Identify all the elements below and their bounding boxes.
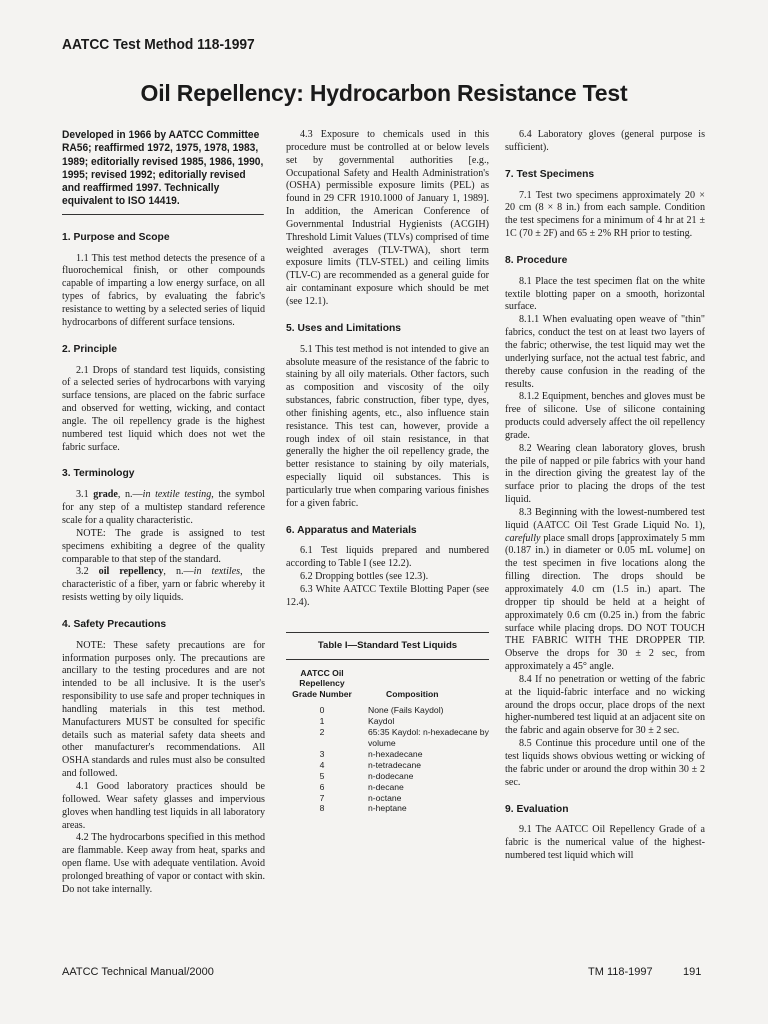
grade-cell: 0 xyxy=(319,705,325,716)
section-3-heading: 3. Terminology xyxy=(62,468,135,480)
paragraph-5-1: 5.1 This test method is not intended to give an absolute measure of the resistance of the fabric to staining by all oily materials. Other factors, such as composition and viscosity of the oily substances, fabric construction, fiber type, dyes, other finishing agents, etc., also influence stain resistance. This test can, however, provide a rough index of oil stain resistance, in that generally the higher the oil repellency grade, the better resistance to staining by oily materials, especially liquid oil substances. This is particularly true when comparing various finishes for a given fabric. xyxy=(286,343,489,509)
definition-text: , the symbol for any step of a multistep standard reference scale for a quality characteristic. xyxy=(62,489,265,526)
development-note: Developed in 1966 by AATCC Committee RA56; reaffirmed 1972, 1975, 1978, 1983, 1989; editorially revised 1985, 1986, 1990, 1995; revised 1992; editorially revised and reaffirmed 1997. Technically equivalent to ISO 14419. xyxy=(62,129,264,215)
table-row xyxy=(286,803,489,814)
definition-context: in textile testing xyxy=(142,489,212,501)
definition-grade xyxy=(62,489,265,528)
table-row xyxy=(286,793,489,804)
composition-cell: n-dodecane xyxy=(368,770,414,781)
definition-oil-repellency xyxy=(62,566,265,605)
composition-cell: n-octane xyxy=(368,792,402,803)
column-1 xyxy=(62,129,265,897)
grade-cell: 7 xyxy=(319,792,325,803)
column-2 xyxy=(286,129,489,814)
definition-term: grade xyxy=(93,489,118,501)
table-row xyxy=(286,705,489,716)
paragraph-6-2: 6.2 Dropping bottles (see 12.3). xyxy=(300,571,429,583)
definition-context: in textiles xyxy=(193,566,241,578)
paragraph-8-1: 8.1 Place the test specimen flat on the white textile blotting paper on a smooth, horizontal surface. xyxy=(505,275,705,313)
paragraph-7-1: 7.1 Test two specimens approximately 20 × 20 cm (8 × 8 in.) from each sample. Condition the test specimens for a minimum of 4 hr at 21 ± 1C (70 ± 2F) and 65 ± 2% RH prior to testing. xyxy=(505,189,705,240)
paragraph-8-4: 8.4 If no penetration or wetting of the fabric at the liquid-fabric interface and no wicking around the drops occur, place drops of the next higher-numbered test liquid at an adjacent site on the fabric and again observe for 30 ± 2 sec. xyxy=(505,673,705,737)
column-3 xyxy=(505,129,705,863)
table-row xyxy=(286,760,489,771)
definition-term: oil repellency xyxy=(98,566,164,578)
paragraph-9-1: 9.1 The AATCC Oil Repellency Grade of a fabric is the numerical value of the highest-numbered test liquid which will xyxy=(505,824,705,862)
composition-cell: 65:35 Kaydol: n-hexadecane by volume xyxy=(368,727,489,748)
section-2-heading: 2. Principle xyxy=(62,343,117,355)
standard-test-liquids-table xyxy=(286,632,489,815)
footer-method-id: TM 118-1997 xyxy=(588,966,653,978)
paragraph-text: place small drops [approximately 5 mm (0.187 in.) in diameter or 0.05 mL volume] on the test specimen in five locations along the filling direction. The drops should be approximately 4.0 cm (1.5 in.) apart. The dropper tip should be held at a height of approximately 0.6 cm (0.25 in.) from the fabric surface while placing drops. DO NOT TOUCH THE FABRIC WITH THE DROPPER TIP. Observe the drops for 30 ± 2 sec, from approximately a 45° angle. xyxy=(505,532,705,673)
section-1-heading: 1. Purpose and Scope xyxy=(62,231,170,243)
section-9-heading: 9. Evaluation xyxy=(505,803,569,815)
terminology-note: NOTE: The grade is assigned to test specimens exhibiting a degree of the quality comparable to that step of the standard. xyxy=(62,527,265,565)
paragraph-6-4: 6.4 Laboratory gloves (general purpose is sufficient). xyxy=(505,129,705,153)
section-6-heading: 6. Apparatus and Materials xyxy=(286,524,417,536)
definition-text: , the characteristic of a fiber, yarn or fabric whereby it resists wetting by oily liquids. xyxy=(62,566,265,604)
composition-cell: n-hexadecane xyxy=(368,748,423,759)
section-8-heading: 8. Procedure xyxy=(505,254,568,266)
definition-separator: , n.— xyxy=(117,489,143,501)
table-row xyxy=(286,782,489,793)
grade-cell: 1 xyxy=(319,716,325,727)
paragraph-6-1: 6.1 Test liquids prepared and numbered according to Table I (see 12.2). xyxy=(286,545,489,570)
page-number: 191 xyxy=(683,966,702,978)
paragraph-8-2: 8.2 Wearing clean laboratory gloves, brush the pile of napped or pile fabrics with your hand in the direction giving the greatest lay of the surface prior to placing the drops of the test liquid. xyxy=(505,442,705,506)
paragraph-1-1: 1.1 This test method detects the presence of a fluorochemical finish, or other compounds capable of imparting a low energy surface, on all types of fabrics, by evaluating the fabric's resistance to wetting by a selected series of liquid hydrocarbons of different surface tensions. xyxy=(62,252,265,328)
footer-publication: AATCC Technical Manual/2000 xyxy=(62,966,214,978)
paragraph-8-1-1: 8.1.1 When evaluating open weave of "thin" fabrics, conduct the test on at least two layers of the fabric; otherwise, the test liquid may wet the underlying surface, not the actual test fabric, and thereby cause confusion in the reading of the results. xyxy=(505,314,705,390)
definition-number: 3.2 xyxy=(76,566,99,578)
composition-cell: n-decane xyxy=(368,781,404,792)
definition-number: 3.1 xyxy=(76,489,94,501)
document-header: AATCC Test Method 118-1997 xyxy=(62,36,255,53)
table-row xyxy=(286,749,489,760)
grade-cell: 6 xyxy=(319,781,325,792)
table-title: Table I—Standard Test Liquids xyxy=(286,632,489,660)
paragraph-8-5: 8.5 Continue this procedure until one of the test liquids shows obvious wetting or wicking of the fabric under or around the drop within 30 ± 2 sec. xyxy=(505,738,705,788)
composition-cell: n-heptane xyxy=(368,803,407,814)
emphasis-text: carefully xyxy=(505,532,541,544)
section-5-heading: 5. Uses and Limitations xyxy=(286,322,402,334)
paragraph-4-3: 4.3 Exposure to chemicals used in this procedure must be controlled at or below levels set by governmental authorities [e.g., Occupational Safety and Health Administration's (OSHA) permissible exposure limits (PEL) as found in 29 CFR 1910.1000 of January 1, 1989]. In addition, the American Conference of Governmental Industrial Hygienists (ACGIH) Threshold Limit Values (TLVs) comprised of time weighted averages (TLV-TWA), short term exposure limits (TLV-STEL) and ceiling limits (TLV-C) are recommended as a general guide for air contaminant exposure which should be met (see 12.1). xyxy=(286,129,489,307)
composition-cell: Kaydol xyxy=(368,716,395,727)
paragraph-6-3: 6.3 White AATCC Textile Blotting Paper (see 12.4). xyxy=(286,584,489,608)
section-4-heading: 4. Safety Precautions xyxy=(62,618,167,630)
composition-cell: None (Fails Kaydol) xyxy=(368,705,444,716)
safety-note: NOTE: These safety precautions are for information purposes only. The precautions are ancillary to the testing procedures and are not intended to be all inclusive. It is the user's responsibility to use safe and proper techniques in handling materials in this test method. Manufacturers MUST be consulted for specific details such as material safety data sheets and other manufacturer's recommendations. All OSHA standards and rules must also be consulted and followed. xyxy=(62,639,265,780)
table-header-grade: AATCC Oil Repellency Grade Number xyxy=(292,667,352,700)
table-row xyxy=(286,727,489,749)
grade-cell: 4 xyxy=(319,759,325,770)
paragraph-text: 8.3 Beginning with the lowest-numbered test liquid (AATCC Oil Test Grade Liquid No. 1), xyxy=(505,506,705,531)
paragraph-2-1: 2.1 Drops of standard test liquids, consisting of a selected series of hydrocarbons with varying surface tensions, are placed on the fabric surface and observed for wetting, wicking, and contact angle. The oil repellency grade is the highest numbered test liquid which does not wet the fabric surface. xyxy=(62,364,265,453)
paragraph-4-1: 4.1 Good laboratory practices should be followed. Wear safety glasses and impervious gloves when handling test liquids in all laboratory areas. xyxy=(62,781,265,831)
grade-cell: 8 xyxy=(319,803,325,814)
table-row xyxy=(286,771,489,782)
paragraph-4-2: 4.2 The hydrocarbons specified in this method are flammable. Keep away from heat, sparks and open flame. Use with adequate ventilation. Avoid prolonged breathing of vapor or contact with skin. Do not take internally. xyxy=(62,832,265,895)
grade-cell: 5 xyxy=(319,770,325,781)
paragraph-8-1-2: 8.1.2 Equipment, benches and gloves must be free of silicone. Use of silicone containing products could adversely affect the oil repellency grade. xyxy=(505,391,705,441)
composition-cell: n-tetradecane xyxy=(368,759,422,770)
definition-separator: , n.— xyxy=(163,566,194,578)
table-row xyxy=(286,716,489,727)
table-header-composition: Composition xyxy=(386,689,439,700)
grade-cell: 2 xyxy=(319,727,325,738)
grade-cell: 3 xyxy=(319,748,325,759)
paragraph-8-3 xyxy=(505,507,705,674)
document-title: Oil Repellency: Hydrocarbon Resistance Test xyxy=(140,80,628,106)
section-7-heading: 7. Test Specimens xyxy=(505,168,595,180)
